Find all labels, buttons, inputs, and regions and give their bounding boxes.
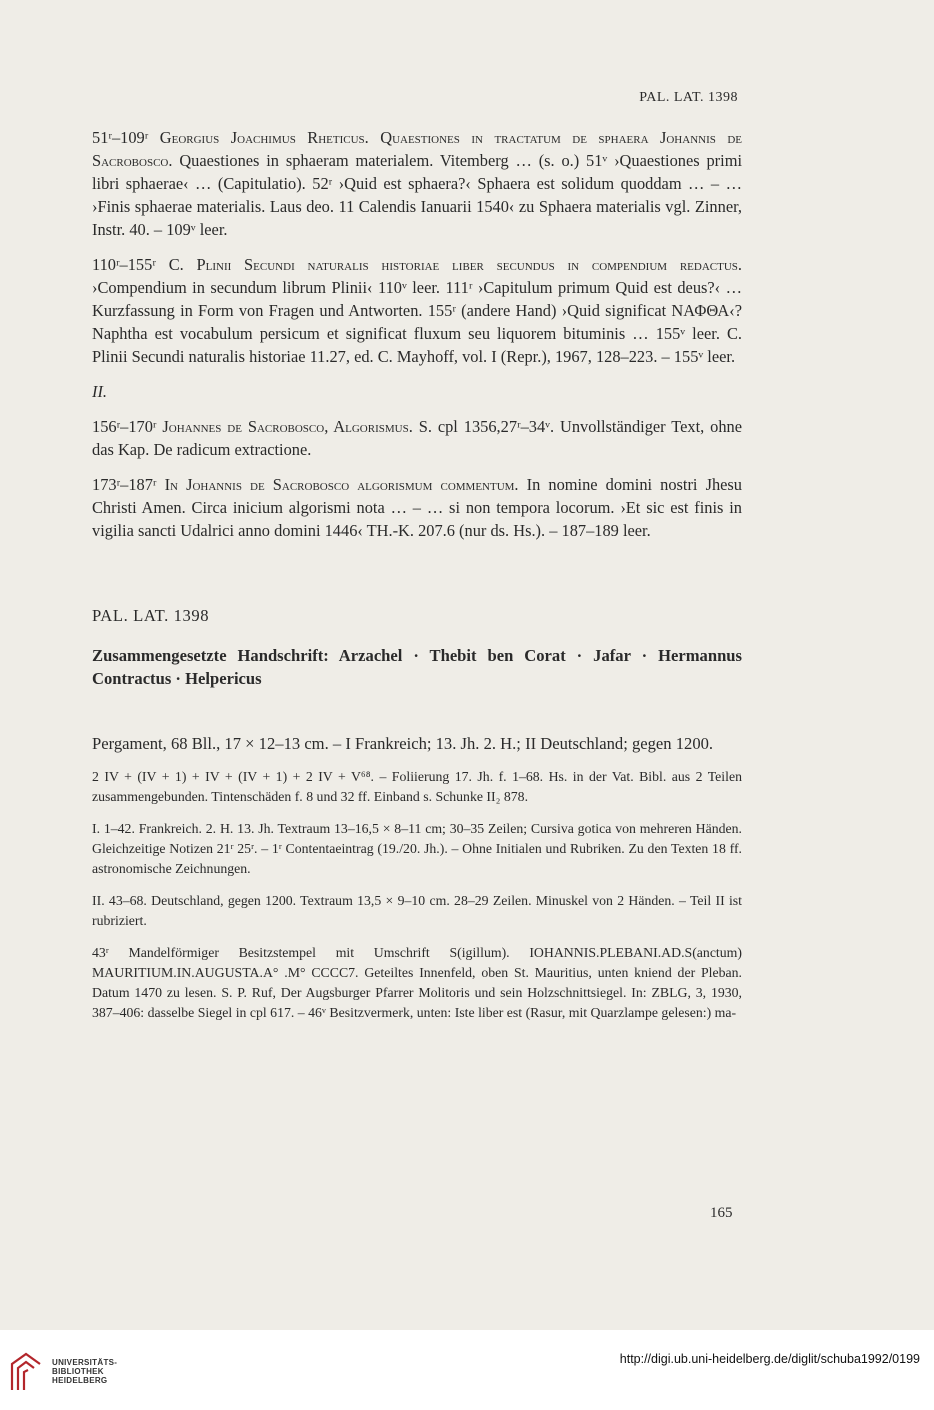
note-paragraph: I. 1–42. Frankreich. 2. H. 13. Jh. Textraum 13–16,5 × 8–11 cm; 30–35 Zeilen; Cursiva gotica von mehreren Händen. Gleichzeitige Notizen 21ʳ 25ʳ. – 1ʳ Contentaeintrag (19./20. Jh.). – Ohne Initialen und Rubriken. Zu den Texten 18 ff. astronomische Zeichnungen. — [92, 821, 742, 876]
entry-ref: 110ʳ–155ʳ — [92, 255, 156, 274]
entry-algorismus — [92, 415, 742, 461]
entry-body: In nomine domini nostri Jhesu Christi Amen. Circa inicium algorismi nota … – … si non tempora locorum. ›Et sic est finis in vigilia sancti Udalrici anno domini 1446‹ TH.-K. 207.6 (nur ds. Hs.). – 187–189 leer. — [92, 475, 742, 540]
entry-body: S. cpl 1356,27ʳ–34ᵛ. Unvollständiger Text, ohne das Kap. De radicum extractione. — [92, 417, 742, 459]
note-paragraph: 43ʳ Mandelförmiger Besitzstempel mit Umschrift S(igillum). IOHANNIS.PLEBANI.AD.S(anctum) MAURITIUM.IN.AUGUSTA.A° .M° CCCC7. Geteiltes Innenfeld, oben St. Mauritius, unten kniend der Pleban. Datum 1470 zu lesen. S. P. Ruf, Der Augsburger Pfarrer Molitoris und sein Holzschnittsiegel. In: ZBLG, 3, 1930, 387–406: dasselbe Siegel in cpl 617. – 46ᵛ Besitzvermerk, unten: Iste liber est (Rasur, mit Quarzlampe gelesen:) ma- — [92, 945, 742, 1020]
entry-body: ›Compendium in secundum librum Plinii‹ 110ᵛ leer. 111ʳ ›Capitulum primum Quid est deus?‹ … Kurzfassung in Form von Fragen und Antworten. 155ʳ (andere Hand) ›Quid significat ΝΑΦΘΑ‹? Naphtha est vocabulum persicum et significat fluxum seu liquorem bituminis … 155ᵛ leer. C. Plinii Secundi naturalis historiae 11.27, ed. C. Mayhoff, vol. I (Repr.), 1967, 128–223. – 155ᵛ leer. — [92, 278, 742, 366]
entry-title: Johannes de Sacrobosco, Algorismus. — [162, 417, 413, 436]
entry-title: C. Plinii Secundi naturalis historiae liber secundus in compendium redactus. — [168, 255, 742, 274]
note-paragraph: 2 IV + (IV + 1) + IV + (IV + 1) + 2 IV + V⁶⁸. – Foliierung 17. Jh. f. 1–68. Hs. in der Vat. Bibl. aus 2 Teilen zusammengebunden. Tintenschäden f. 8 und 32 ff. Einband s. Schunke II₂ 878. — [92, 769, 742, 804]
manuscript-description: Pergament, 68 Bll., 17 × 12–13 cm. – I Frankreich; 13. Jh. 2. H.; II Deutschland; gegen 1200. — [92, 734, 714, 753]
entry-plinius — [92, 253, 742, 368]
part-marker: II. — [92, 382, 108, 401]
section-title: PAL. LAT. 1398 — [92, 606, 210, 625]
source-url-link[interactable]: http://digi.ub.uni-heidelberg.de/diglit/schuba1992/0199 — [619, 1352, 920, 1366]
library-name-line: BIBLIOTHEK — [52, 1367, 104, 1376]
library-name-line: UNIVERSITÄTS- — [52, 1358, 118, 1367]
library-name — [52, 1358, 117, 1385]
library-logo-icon — [8, 1350, 44, 1394]
text-block — [92, 126, 742, 1035]
entry-title: Georgius Joachimus Rheticus. Quaestiones in tractatum de sphaera Johannis de Sacrobosco. — [92, 128, 742, 170]
entry-ref: 173ʳ–187ʳ — [92, 475, 157, 494]
entry-body: Quaestiones in sphaeram materialem. Vitemberg … (s. o.) 51ᵛ ›Quaestiones primi libri sphaerae‹ … (Capitulatio). 52ʳ ›Quid est sphaera?‹ Sphaera est solidum quoddam … – … ›Finis sphaerae materialis. Laus deo. 11 Calendis Ianuarii 1540‹ zu Sphaera materialis vgl. Zinner, Instr. 40. – 109ᵛ leer. — [92, 151, 742, 239]
entry-ref: 51ʳ–109ʳ — [92, 128, 149, 147]
entry-commentum — [92, 473, 742, 542]
page-number: 165 — [710, 1205, 733, 1221]
entry-title: In Johannis de Sacrobosco algorismum commentum. — [164, 475, 519, 494]
entry-rheticus — [92, 126, 742, 241]
manuscript-heading: Zusammengesetzte Handschrift: Arzachel · Thebit ben Corat · Jafar · Hermannus Contractus · Helpericus — [92, 646, 742, 688]
entry-ref: 156ʳ–170ʳ — [92, 417, 157, 436]
running-head: PAL. LAT. 1398 — [639, 90, 738, 105]
library-name-line: HEIDELBERG — [52, 1376, 108, 1385]
footer-bar — [0, 1330, 934, 1410]
note-paragraph: II. 43–68. Deutschland, gegen 1200. Textraum 13,5 × 9–10 cm. 28–29 Zeilen. Minuskel von 2 Händen. – Teil II ist rubriziert. — [92, 893, 742, 928]
